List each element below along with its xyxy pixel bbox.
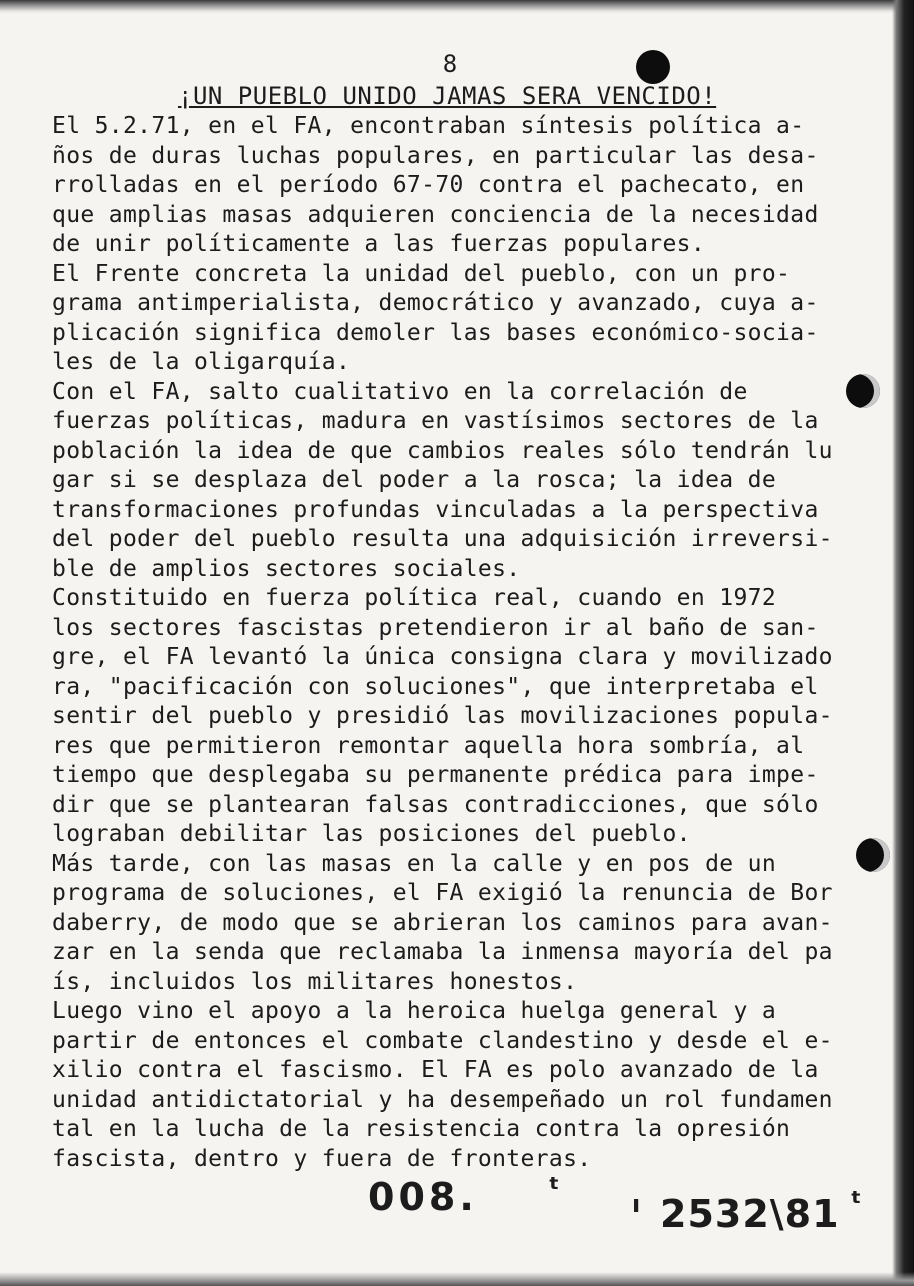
text-line: lograban debilitar las posiciones del pueblo. bbox=[52, 821, 691, 847]
text-line: ños de duras luchas populares, en particular las desa- bbox=[52, 142, 819, 169]
text-line: rrolladas en el período 67-70 contra el pachecato, en bbox=[52, 172, 805, 198]
text-line: ra, "pacificación con soluciones", que interpretaba el bbox=[52, 673, 819, 700]
ink-mark: ᵗ bbox=[850, 1186, 862, 1221]
text-line: programa de soluciones, el FA exigió la renuncia de Bor bbox=[52, 880, 833, 906]
text-line: zar en la senda que reclamaba la inmensa mayoría del pa bbox=[52, 939, 833, 965]
text-line: ble de amplios sectores sociales. bbox=[52, 555, 521, 582]
text-line: fuerzas políticas, madura en vastísimos sectores de la bbox=[52, 408, 819, 434]
text-line: tal en la lucha de la resistencia contra la opresión bbox=[52, 1116, 791, 1142]
text-line: grama antimperialista, democrático y avanzado, cuya a- bbox=[52, 290, 819, 316]
paragraph bbox=[52, 112, 872, 260]
text-line: Constituido en fuerza política real, cuando en 1972 bbox=[52, 585, 777, 611]
text-line: los sectores fascistas pretendieron ir al baño de san- bbox=[52, 614, 819, 641]
paragraph bbox=[52, 260, 872, 378]
scan-bottom-edge bbox=[0, 1272, 914, 1286]
text-line: gar si se desplaza del poder a la rosca; la idea de bbox=[52, 467, 777, 493]
ink-mark: ı bbox=[632, 1190, 641, 1218]
text-line: El 5.2.71, en el FA, encontraban síntesis política a- bbox=[52, 113, 805, 139]
text-line: partir de entonces el combate clandestino y desde el e- bbox=[52, 1027, 833, 1054]
headline-text: ¡UN PUEBLO UNIDO JAMAS SERA VENCIDO! bbox=[178, 82, 717, 110]
text-line: xilio contra el fascismo. El FA es polo avanzado de la bbox=[52, 1057, 819, 1083]
text-line: Más tarde, con las masas en la calle y en pos de un bbox=[52, 850, 777, 877]
text-line: que amplias masas adquieren conciencia de la necesidad bbox=[52, 201, 819, 228]
text-line: población la idea de que cambios reales sólo tendrán lu bbox=[52, 437, 833, 464]
scan-top-edge bbox=[0, 0, 914, 14]
headline bbox=[178, 82, 716, 110]
paragraph bbox=[52, 584, 872, 850]
document-code: 008. bbox=[368, 1175, 478, 1219]
text-line: sentir del pueblo y presidió las movilizaciones popula- bbox=[52, 703, 833, 729]
text-line: tiempo que desplegaba su permanente prédica para impe- bbox=[52, 762, 819, 788]
document-body bbox=[52, 112, 872, 1174]
paragraph bbox=[52, 850, 872, 998]
text-line: dir que se plantearan falsas contradicciones, que sólo bbox=[52, 791, 819, 818]
text-line: unidad antidictatorial y ha desempeñado un rol fundamen bbox=[52, 1086, 833, 1113]
text-line: Con el FA, salto cualitativo en la correlación de bbox=[52, 378, 748, 405]
text-line: fascista, dentro y fuera de fronteras. bbox=[52, 1145, 592, 1172]
text-line: res que permitieron remontar aquella hora sombría, al bbox=[52, 732, 805, 759]
text-line: les de la oligarquía. bbox=[52, 349, 351, 375]
paragraph bbox=[52, 378, 872, 585]
text-line: El Frente concreta la unidad del pueblo, con un pro- bbox=[52, 260, 791, 287]
text-line: Luego vino el apoyo a la heroica huelga general y a bbox=[52, 998, 777, 1024]
text-line: de unir políticamente a las fuerzas populares. bbox=[52, 231, 706, 257]
page-number: 8 bbox=[442, 50, 458, 78]
text-line: ís, incluidos los militares honestos. bbox=[52, 968, 578, 995]
paragraph bbox=[52, 997, 872, 1174]
ink-mark: ᵗ bbox=[548, 1172, 560, 1207]
scan-right-edge bbox=[892, 0, 914, 1286]
document-folio: 2532\81 bbox=[660, 1192, 840, 1236]
text-line: transformaciones profundas vinculadas a la perspectiva bbox=[52, 496, 819, 523]
text-line: daberry, de modo que se abrieran los caminos para avan- bbox=[52, 909, 833, 936]
text-line: del poder del pueblo resulta una adquisición irreversi- bbox=[52, 526, 833, 552]
text-line: plicación significa demoler las bases económico-socia- bbox=[52, 319, 819, 346]
text-line: gre, el FA levantó la única consigna clara y movilizado bbox=[52, 644, 833, 670]
